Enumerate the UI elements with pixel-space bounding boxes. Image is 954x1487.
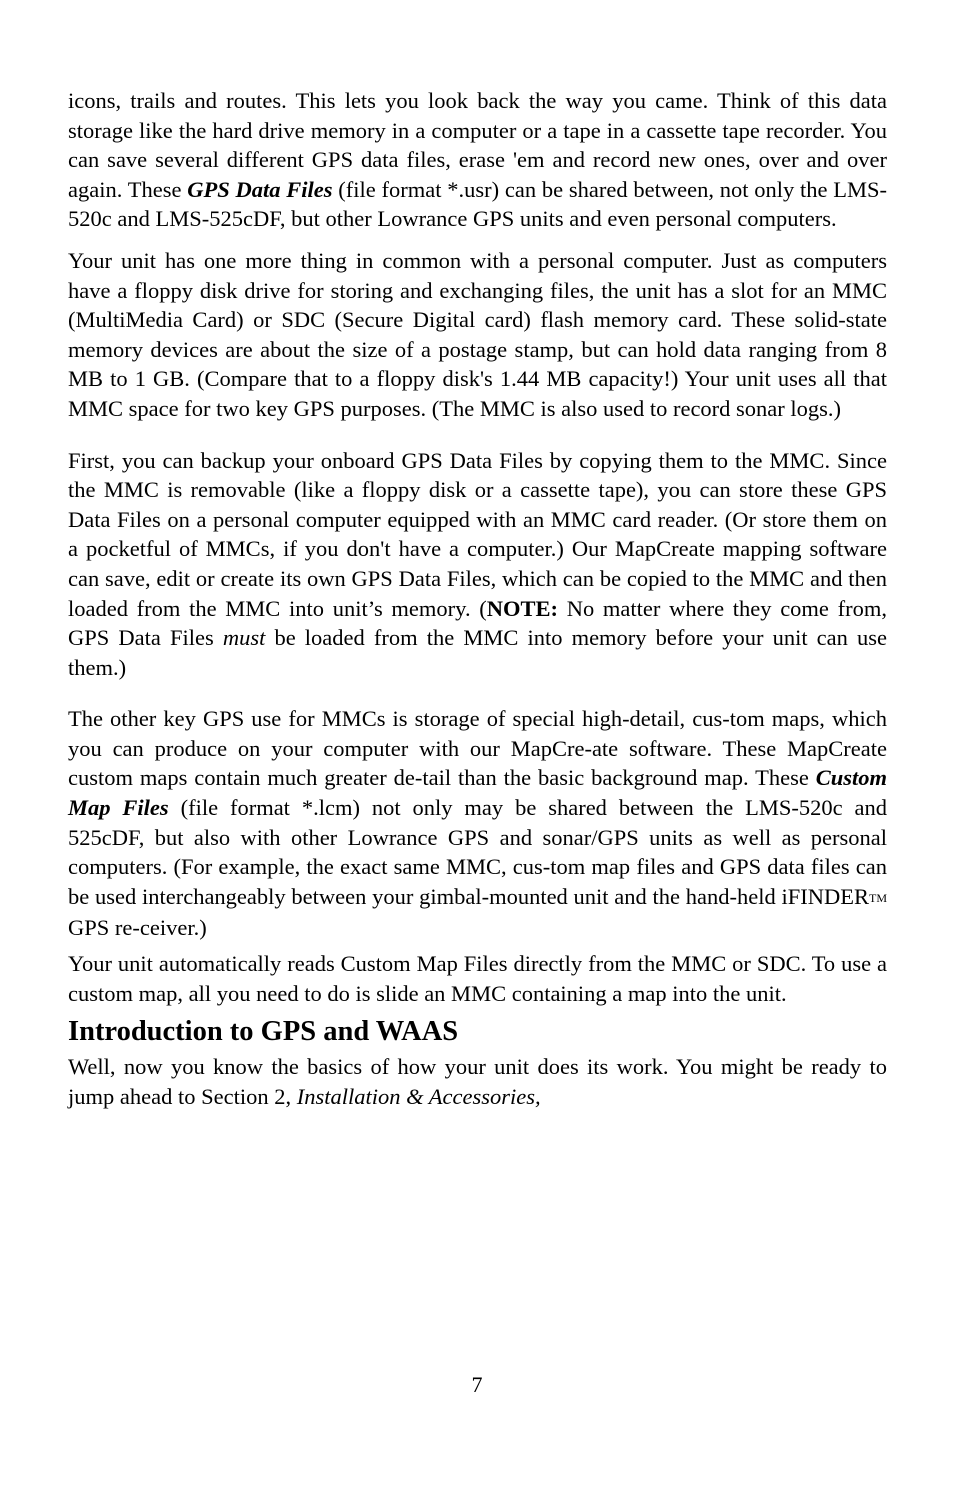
- section-heading: Introduction to GPS and WAAS: [68, 1016, 459, 1048]
- paragraph-mmc-slot: Your unit has one more thing in common with a personal computer. Just as computers have a floppy disk drive for storing and exchanging files, the unit has a slot for an MMC (MultiMedia Card) or SDC (Secure Digital card) flash memory card. These solid-state memory devices are about the size of a postage stamp, but can hold data ranging from 8 MB to 1 GB. (Compare that to a floppy disk's 1.44 MB capacity!) Your unit uses all that MMC space for two key GPS purposes. (The MMC is also used to record sonar logs.): [68, 247, 887, 421]
- paragraph-introduction: Well, now you know the basics of how your unit does its work. You might be ready to jump ahead to Section 2, Installation & Accessories,: [68, 1054, 887, 1109]
- paragraph-reads-custom-maps: Your unit automatically reads Custom Map Files directly from the MMC or SDC. To use a custom map, all you need to do is slide an MMC containing a map into the unit.: [68, 951, 887, 1006]
- paragraph-custom-maps: The other key GPS use for MMCs is storage of special high-detail, cus-tom maps, which you can produce on your computer with our MapCre-ate software. These MapCreate custom maps contain much greater de-tail than the basic background map. These Custom Map Files (file format *.lcm) not only may be shared between the LMS-520c and 525cDF, but also with other Lowrance GPS and sonar/GPS units as well as personal computers. (For example, the exact same MMC, cus-tom map files and GPS data files can be used interchangeably between your gimbal-mounted unit and the hand-held iFINDERTM GPS re-ceiver.): [68, 706, 887, 941]
- note-label: NOTE:: [486, 595, 559, 621]
- emphasis-must: must: [222, 625, 266, 651]
- page-number: 7: [471, 1372, 483, 1397]
- paragraph-backup: First, you can backup your onboard GPS Data Files by copying them to the MMC. Since the MMC is removable (like a floppy disk or a cassette tape), you can store these GPS Data Files on a personal computer equipped with an MMC card reader. (Or store them on a pocketful of MMCs, if you don't have a computer.) Our MapCreate mapping software can save, edit or create its own GPS Data Files, which can be copied to the MMC and then loaded from the MMC into unit’s memory. (NOTE: No matter where they come from, GPS Data Files must be loaded from the MMC into memory before your unit can use them.): [68, 447, 888, 680]
- page-body: [68, 86, 887, 1111]
- section-title-reference: Installation & Accessories,: [296, 1083, 541, 1109]
- term-gps-data-files: GPS Data Files: [187, 176, 333, 202]
- term-custom-map-files: Custom Map Files: [68, 765, 887, 821]
- trademark-mark: TM: [869, 890, 887, 905]
- paragraph-gps-data-files: icons, trails and routes. This lets you look back the way you came. Think of this data storage like the hard drive memory in a computer or a tape in a cassette tape recorder. You can save several different GPS data files, erase 'em and record new ones, over and over again. These GPS Data Files (file format *.usr) can be shared between, not only the LMS-520c and LMS-525cDF, but other Lowrance GPS units and even personal computers.: [68, 88, 887, 232]
